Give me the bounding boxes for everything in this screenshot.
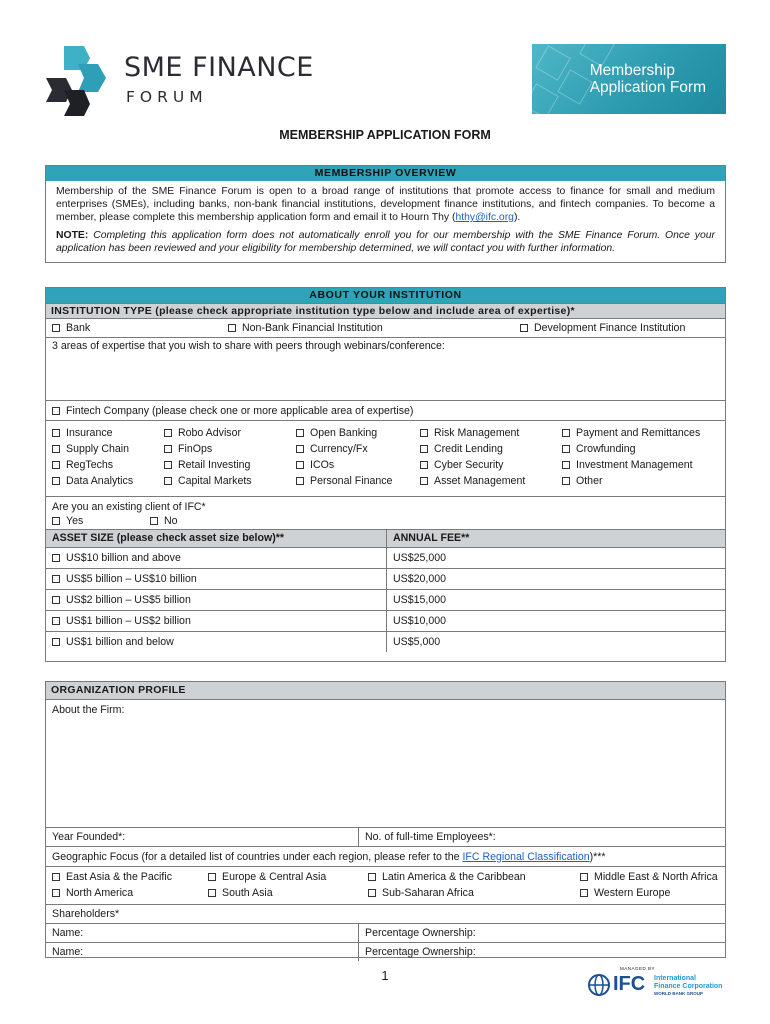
fintech-expertise-option[interactable] [296,425,377,441]
checkbox-icon[interactable] [296,429,304,437]
checkbox-icon[interactable] [520,324,528,332]
fintech-expertise-option[interactable] [562,457,693,473]
checkbox-icon[interactable] [52,324,60,332]
region-label: Europe & Central Asia [222,871,327,883]
annual-fee-value: US$25,000 [393,552,447,564]
checkbox-icon[interactable] [52,461,60,469]
asset-size-option[interactable] [46,569,387,589]
ifc-logo [588,966,728,1002]
ifc-name-line-2: Finance Corporation [654,982,723,990]
asset-fee-table [46,547,725,652]
fintech-expertise-option[interactable] [420,457,503,473]
fintech-expertise-option[interactable] [52,425,113,441]
fintech-expertise-option[interactable] [296,441,368,457]
asset-row [46,610,725,631]
banner-text [590,62,706,96]
ifc-name-line-3: WORLD BANK GROUP [654,991,703,996]
region-label: Western Europe [594,887,671,899]
checkbox-icon[interactable] [420,461,428,469]
banner-line-2: Application Form [589,79,706,96]
checkbox-icon[interactable] [52,575,60,583]
checkbox-icon[interactable] [580,873,588,881]
checkbox-icon[interactable] [562,429,570,437]
fintech-expertise-grid [46,420,725,496]
overview-text [46,181,725,228]
fintech-expertise-label: RegTechs [66,459,114,471]
region-option[interactable] [52,869,172,885]
fintech-expertise-label: Credit Lending [434,443,503,455]
asset-size-label: US$5 billion – US$10 billion [66,573,197,585]
annual-fee-value: US$15,000 [393,594,447,606]
fintech-expertise-label: Supply Chain [66,443,130,455]
about-firm-label: About the Firm: [52,704,125,716]
ownership-field[interactable]: Percentage Ownership: [365,946,476,958]
fintech-expertise-label: Data Analytics [66,475,134,487]
fintech-expertise-label: Crowfunding [576,443,636,455]
membership-banner [532,44,726,114]
sme-finance-forum-logo [44,42,344,118]
fintech-expertise-option[interactable] [164,457,250,473]
checkbox-icon[interactable] [52,596,60,604]
checkbox-icon[interactable] [208,889,216,897]
checkbox-icon[interactable] [562,477,570,485]
annual-fee-value: US$5,000 [393,636,441,648]
fintech-expertise-option[interactable] [420,473,525,489]
fintech-expertise-option[interactable] [420,441,503,457]
shareholder-row-2 [46,942,725,961]
type-dfi-label: Development Finance Institution [534,322,686,334]
globe-icon [588,974,610,996]
asset-size-option[interactable] [46,632,387,652]
fintech-expertise-option[interactable] [420,425,519,441]
organization-heading: ORGANIZATION PROFILE [46,682,725,699]
fintech-expertise-option[interactable] [296,473,392,489]
page-number: 1 [381,968,389,983]
overview-note [46,228,725,259]
logo-subtitle: FORUM [126,88,208,106]
checkbox-icon[interactable] [164,461,172,469]
checkbox-icon[interactable] [52,889,60,897]
membership-overview-section [45,165,726,263]
asset-size-option[interactable] [46,548,387,568]
institution-type-row [46,318,725,337]
logo-mark-icon [44,42,114,118]
client-no-label: No [164,515,178,527]
checkbox-icon[interactable] [52,477,60,485]
asset-size-label: US$10 billion and above [66,552,181,564]
asset-fee-header [46,529,725,547]
checkbox-icon[interactable] [580,889,588,897]
checkbox-icon[interactable] [420,445,428,453]
region-option[interactable] [580,885,670,901]
checkbox-icon[interactable] [208,873,216,881]
checkbox-icon[interactable] [164,445,172,453]
ifc-name [654,975,722,998]
shareholder-row-1 [46,923,725,942]
banner-line-1: Membership [589,62,675,79]
region-option[interactable] [208,885,273,901]
overview-body: Membership of the SME Finance Forum is open to a broad range of institutions that promote access to finance for small and medium enterprises (SMEs), including banks, non-bank financial institutions, development finance institutions, and fintech companies. To become a member, please complete this membership application form and email it to Hourn Thy ( [56,186,715,223]
geo-label-end: )*** [589,851,606,863]
employees-field[interactable]: No. of full-time Employees*: [365,831,496,843]
checkbox-icon[interactable] [296,477,304,485]
asset-size-option[interactable] [46,590,387,610]
checkbox-icon[interactable] [296,445,304,453]
region-label: Sub-Saharan Africa [382,887,474,899]
fintech-expertise-label: ICOs [310,459,335,471]
client-yes-label: Yes [66,515,84,527]
checkbox-icon[interactable] [562,461,570,469]
type-bank-option[interactable] [52,319,90,338]
expertise-field[interactable] [46,337,725,400]
checkbox-icon[interactable] [164,477,172,485]
region-label: North America [66,887,134,899]
region-label: South Asia [222,887,273,899]
type-dfi-option[interactable] [520,319,685,338]
type-bank-label: Bank [66,322,91,334]
year-founded-field[interactable]: Year Founded*: [46,828,359,846]
checkbox-icon[interactable] [420,477,428,485]
fintech-expertise-label: FinOps [178,443,213,455]
asset-size-label: US$1 billion and below [66,636,174,648]
fintech-expertise-label: Other [576,475,603,487]
region-option[interactable] [580,869,718,885]
fintech-expertise-label: Personal Finance [310,475,393,487]
asset-size-heading: ASSET SIZE (please check asset size below)** [46,530,387,547]
expertise-label: 3 areas of expertise that you wish to share with peers through webinars/conference: [52,340,445,352]
about-firm-field[interactable] [46,699,725,827]
fintech-expertise-label: Open Banking [310,427,378,439]
asset-row [46,589,725,610]
asset-size-label: US$2 billion – US$5 billion [66,594,191,606]
fintech-label: Fintech Company (please check one or more applicable area of expertise) [66,405,414,417]
region-label: East Asia & the Pacific [66,871,172,883]
fintech-expertise-label: Insurance [66,427,113,439]
email-link[interactable]: hthy@ifc.org [455,212,514,223]
type-nbfi-option[interactable] [228,319,383,338]
shareholder-name-field[interactable]: Name: [46,924,359,942]
fintech-expertise-option[interactable] [164,425,241,441]
geo-label: Geographic Focus (for a detailed list of countries under each region, please refer to the [52,851,463,863]
institution-section [45,287,726,662]
checkbox-icon[interactable] [228,324,236,332]
founded-employees-row [46,827,725,846]
asset-size-label: US$1 billion – US$2 billion [66,615,191,627]
overview-body-end: ). [513,212,521,223]
fintech-expertise-option[interactable] [296,457,334,473]
organization-section [45,681,726,958]
ifc-wordmark: IFC [613,973,646,995]
fintech-expertise-label: Robo Advisor [178,427,242,439]
checkbox-icon[interactable] [164,429,172,437]
fintech-option[interactable] [46,400,725,420]
ifc-client-row [46,496,725,529]
checkbox-icon[interactable] [296,461,304,469]
region-option[interactable] [368,885,474,901]
asset-size-option[interactable] [46,611,387,631]
client-yes-option[interactable] [52,515,83,527]
ifc-client-question: Are you an existing client of IFC* [52,501,206,513]
region-grid [46,866,725,904]
fintech-expertise-option[interactable] [562,473,603,489]
fintech-expertise-label: Capital Markets [178,475,252,487]
ifc-regional-classification-link[interactable]: IFC Regional Classification [462,851,590,863]
geographic-focus-row [46,846,725,866]
type-nbfi-label: Non-Bank Financial Institution [242,322,383,334]
region-label: Latin America & the Caribbean [382,871,526,883]
fintech-expertise-option[interactable] [52,441,129,457]
checkbox-icon[interactable] [368,889,376,897]
ownership-field[interactable]: Percentage Ownership: [365,927,476,939]
institution-type-heading: INSTITUTION TYPE (please check appropriate institution type below and include area of expertise)* [46,303,725,318]
managed-by-label: MANAGED BY [620,966,656,971]
asset-row [46,568,725,589]
fintech-expertise-label: Retail Investing [178,459,251,471]
shareholders-label: Shareholders* [46,904,725,923]
region-option[interactable] [208,869,326,885]
shareholder-name-field[interactable]: Name: [46,943,359,961]
asset-row [46,631,725,652]
fintech-expertise-label: Asset Management [434,475,526,487]
page-title: MEMBERSHIP APPLICATION FORM [279,128,491,142]
checkbox-icon[interactable] [52,638,60,646]
checkbox-icon[interactable] [52,617,60,625]
fintech-expertise-label: Investment Management [576,459,693,471]
logo-title: SME FINANCE [124,52,314,83]
fintech-expertise-option[interactable] [562,441,635,457]
note-text: Completing this application form does not automatically enroll you for our membership with the SME Finance Forum. Once your application has been reviewed and your eligibility for membership determined, we will contact you with further information. [56,230,715,254]
region-label: Middle East & North Africa [594,871,718,883]
fintech-expertise-option[interactable] [52,473,133,489]
fintech-expertise-option[interactable] [164,441,212,457]
client-no-option[interactable] [150,514,178,528]
fintech-expertise-option[interactable] [52,457,113,473]
fintech-expertise-label: Currency/Fx [310,443,368,455]
checkbox-icon[interactable] [52,873,60,881]
overview-heading: MEMBERSHIP OVERVIEW [46,166,725,181]
region-option[interactable] [368,869,526,885]
annual-fee-value: US$20,000 [393,573,447,585]
fintech-expertise-label: Payment and Remittances [576,427,701,439]
fintech-expertise-option[interactable] [562,425,700,441]
checkbox-icon[interactable] [52,445,60,453]
region-option[interactable] [52,885,133,901]
fintech-expertise-option[interactable] [164,473,252,489]
annual-fee-value: US$10,000 [393,615,447,627]
checkbox-icon[interactable] [368,873,376,881]
fintech-expertise-label: Risk Management [434,427,520,439]
institution-heading: ABOUT YOUR INSTITUTION [46,288,725,303]
checkbox-icon[interactable] [52,429,60,437]
fintech-expertise-label: Cyber Security [434,459,504,471]
checkbox-icon[interactable] [150,517,158,525]
ifc-name-line-1: International [654,975,697,982]
checkbox-icon[interactable] [420,429,428,437]
checkbox-icon[interactable] [52,554,60,562]
annual-fee-heading: ANNUAL FEE** [393,532,470,544]
checkbox-icon[interactable] [562,445,570,453]
asset-row [46,547,725,568]
note-label: NOTE: [56,230,89,241]
checkbox-icon[interactable] [52,407,60,415]
checkbox-icon[interactable] [52,517,60,525]
